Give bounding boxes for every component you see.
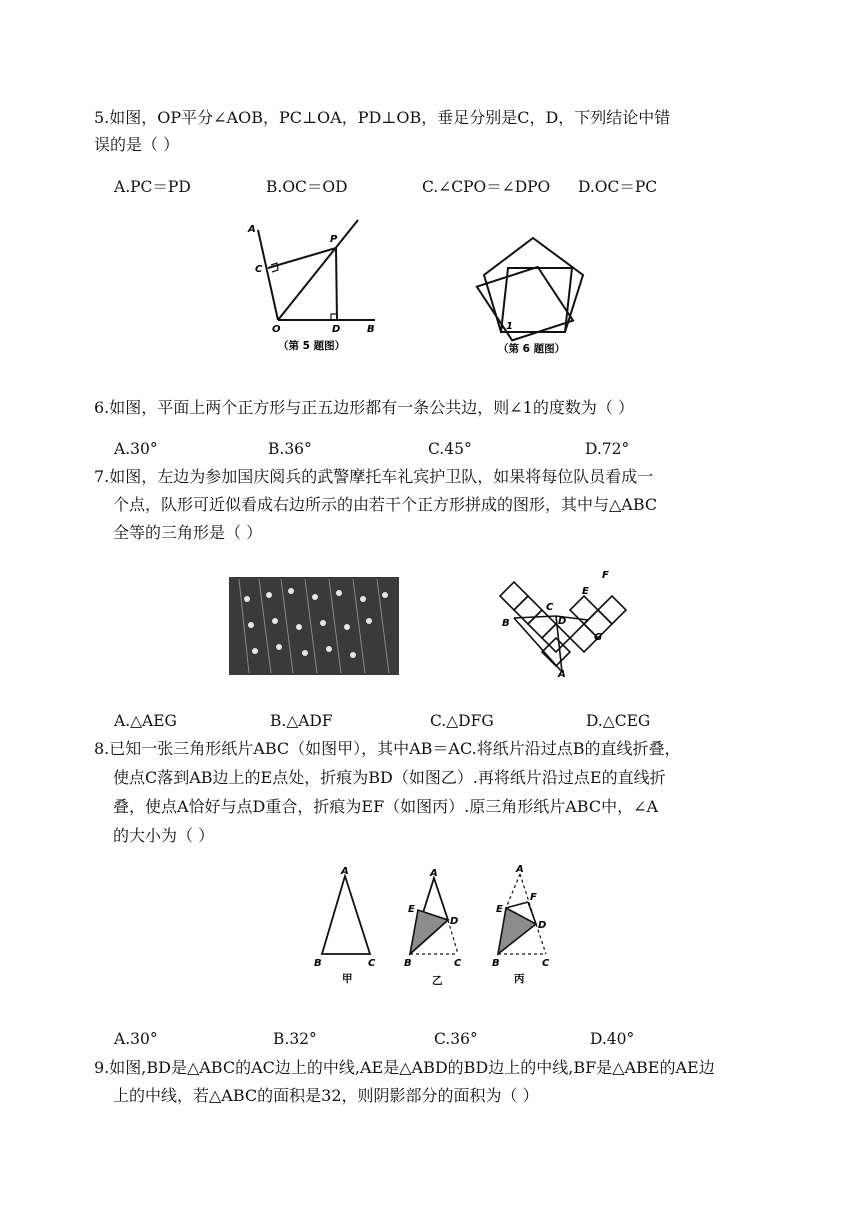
q6-option-c: C.45° [428,440,472,458]
q6-option-a: A.30° [114,440,158,458]
q5-stem-line2: 误的是（ ） [94,135,180,154]
q8-stem-line2: 使点C落到AB边上的E点处，折痕为BD（如图乙）.再将纸片沿过点E的直线折 [113,768,666,787]
q9-stem-line2: 上的中线，若△ABC的面积是32，则阴影部分的面积为（ ） [113,1086,539,1105]
q7-stem-line3: 全等的三角形是（ ） [113,523,263,542]
q7-label-a: A [558,669,566,678]
q8-bing-label-e: E [496,904,503,915]
q7-option-a: A.△AEG [114,712,177,730]
q7-stem-line1: 7.如图，左边为参加国庆阅兵的武警摩托车礼宾护卫队，如果将每位队员看成一 [94,467,654,486]
q5-label-p: P [330,234,338,245]
q5-stem-line1: 5.如图，OP平分∠AOB，PC⊥OA，PD⊥OB，垂足分别是C，D，下列结论中错 [94,108,671,127]
q6-caption: （第 6 题图） [498,343,566,355]
q8-yi-label-e: E [408,904,415,915]
q8-jia-label-c: C [368,958,376,969]
q5-label-c: C [255,264,263,275]
q8-stem-line3: 叠，使点A恰好与点D重合，折痕为EF（如图丙）.原三角形纸片ABC中，∠A [113,797,659,816]
q7-label-c: C [546,602,554,613]
q5-option-a: A.PC＝PD [114,178,191,196]
q7-label-e: E [582,586,589,597]
q8-bing-label-d: D [538,920,547,931]
q8-jia-label-a: A [341,866,349,877]
q7-label-d: D [558,616,567,627]
q7-stem-line2: 个点，队形可近似看成右边所示的由若干个正方形拼成的图形，其中与△ABC [113,495,658,514]
q8-stem-line4: 的大小为（ ） [113,826,215,845]
q5-label-o: O [272,324,281,335]
q8-option-c: C.36° [434,1030,478,1048]
q6-option-b: B.36° [268,440,312,458]
q8-option-d: D.40° [590,1030,635,1048]
q5-option-d: D.OC＝PC [578,178,658,196]
q5-option-c: C.∠CPO＝∠DPO [422,178,551,196]
q8-yi-label-a: A [430,868,438,879]
q8-bing-label-f: F [530,892,537,903]
q8-stem-line1: 8.已知一张三角形纸片ABC（如图甲），其中AB＝AC.将纸片沿过点B的直线折叠， [94,739,681,758]
q5-label-d: D [332,324,341,335]
q8-yi-label-d: D [450,916,459,927]
q8-caption-yi: 乙 [432,975,443,987]
q5-label-a: A [248,224,256,235]
q8-bing-label-c: C [542,958,550,969]
q8-bing-label-b: B [492,958,500,969]
q8-caption-bing: 丙 [514,973,525,985]
q7-label-b: B [502,618,510,629]
q8-option-b: B.32° [273,1030,317,1048]
q9-stem-line1: 9.如图,BD是△ABC的AC边上的中线,AE是△ABD的BD边上的中线,BF是△ABE的AE边 [94,1058,715,1077]
q7-photo [229,577,399,675]
q7-option-b: B.△ADF [270,712,333,730]
q5-caption: （第 5 题图） [278,340,346,352]
q8-yi-label-c: C [454,958,462,969]
q8-bing-label-a: A [516,864,524,875]
q6-option-d: D.72° [585,440,630,458]
q6-figure [470,210,610,360]
q8-option-a: A.30° [114,1030,158,1048]
q8-jia-label-b: B [314,958,322,969]
q5-label-b: B [367,324,375,335]
q6-label-1: 1 [506,321,513,332]
q8-yi-label-b: B [404,958,412,969]
q5-option-b: B.OC＝OD [266,178,348,196]
q7-label-g: G [594,632,603,643]
q6-stem-line1: 6.如图，平面上两个正方形与正五边形都有一条公共边，则∠1的度数为（ ） [94,398,634,417]
q7-label-f: F [602,570,609,581]
q7-option-c: C.△DFG [430,712,494,730]
q5-figure [240,210,400,360]
q8-caption-jia: 甲 [342,973,353,985]
q7-option-d: D.△CEG [586,712,651,730]
q7-figure [492,568,632,678]
q8-figure [310,862,560,992]
